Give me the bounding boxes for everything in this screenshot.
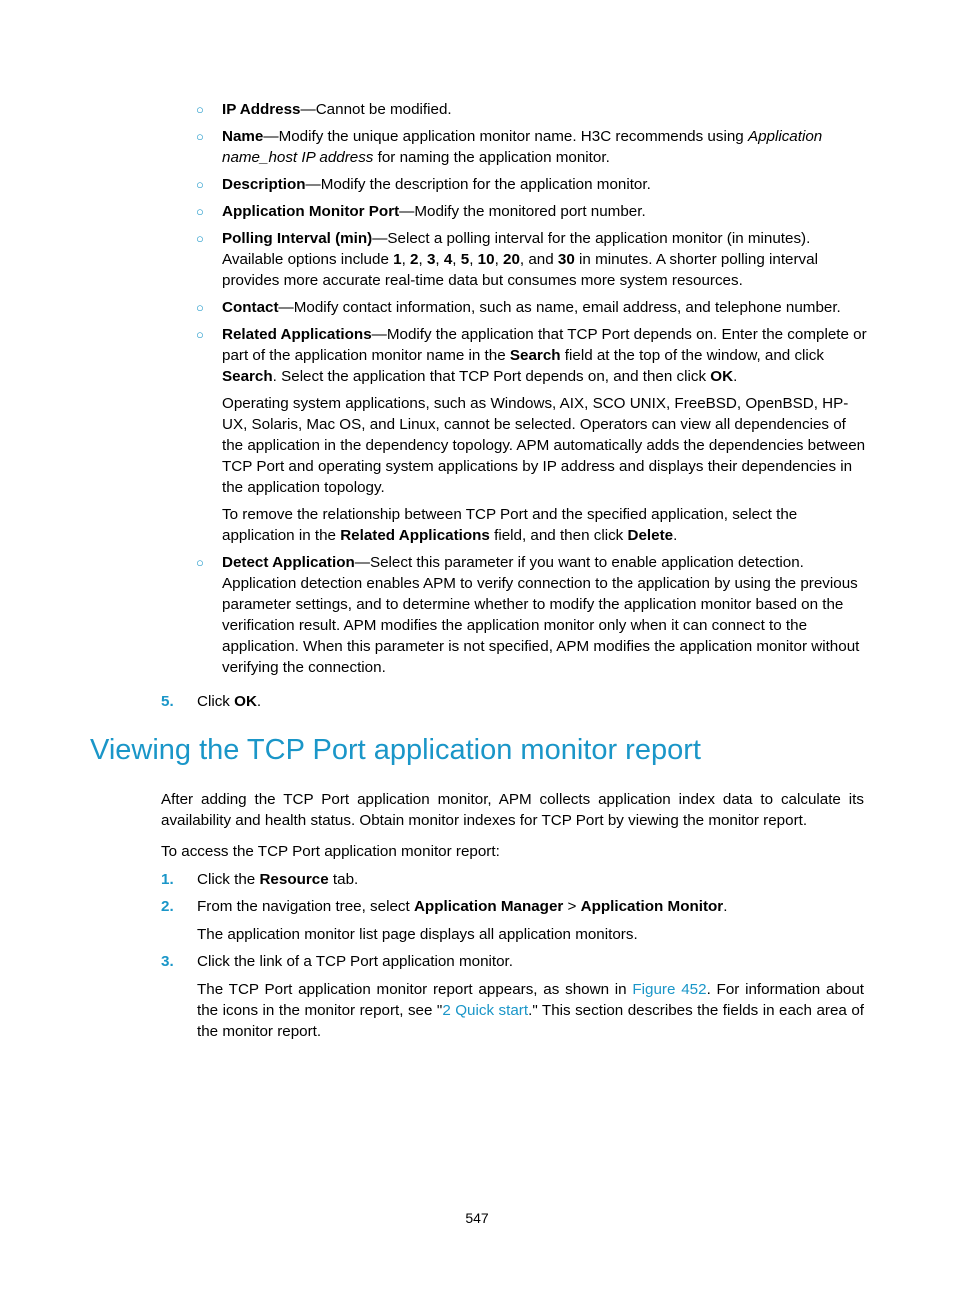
intro-paragraph: After adding the TCP Port application monitor, APM collects application index data to calculate its availability and health status. Obtain monitor indexes for TCP Port by viewing the monitor report. [161, 791, 864, 829]
list-item: ○ IP Address—Cannot be modified. [196, 101, 452, 118]
circle-bullet-icon: ○ [196, 204, 204, 219]
circle-bullet-icon: ○ [196, 300, 204, 315]
circle-bullet-icon: ○ [196, 555, 204, 570]
circle-bullet-icon: ○ [196, 177, 204, 192]
step-3-note: The TCP Port application monitor report appears, as shown in Figure 452. For information about the icons in the monitor report, see "2 Quick start." This section describes the fields in each area of the monitor report. [197, 981, 865, 1040]
list-item: ○ Application Monitor Port—Modify the monitored port number. [196, 203, 646, 220]
list-item: ○ Polling Interval (min)—Select a polling interval for the application monitor (in minutes). Available options include 1, 2, 3, 4, 5, 10, 20, and 30 in minutes. A shorter polling interval provides more accurate real-time data but consumes more system resources. [196, 230, 818, 289]
circle-bullet-icon: ○ [196, 102, 204, 117]
section-heading: Viewing the TCP Port application monitor report [90, 734, 701, 766]
step-2-note: The application monitor list page displays all application monitors. [197, 926, 638, 943]
page-number: 547 [465, 1210, 489, 1226]
figure-link[interactable]: Figure 452 [632, 981, 707, 998]
parameter-list [196, 99, 868, 684]
list-item: ○ Related Applications—Modify the application that TCP Port depends on. Enter the complete or part of the application monitor name in the Search field at the top of the window, and click Search. Select the application that TCP Port depends on, and then click OK. Operating system applications, such as Windows, AIX, SCO UNIX, FreeBSD, OpenBSD, HP-UX, Solaris, Mac OS, and Linux, cannot be selected. Operators can view all dependencies of the application in the dependency topology. APM automatically adds the dependencies between TCP Port and operating system applications by IP address and displays their dependencies in the application topology. To remove the relationship between TCP Port and the specified application, select the application in the Related Applications field, and then click Delete. [196, 326, 867, 544]
list-item: ○ Contact—Modify contact information, such as name, email address, and telephone number. [196, 299, 841, 316]
circle-bullet-icon: ○ [196, 327, 204, 342]
list-item: ○ Detect Application—Select this parameter if you want to enable application detection. Application detection enables APM to verify connection to the application by using the previous parameter settings, and to determine whether to modify the application monitor based on the verification result. APM modifies the application monitor only when it can connect to the application. When this parameter is not specified, APM modifies the application monitor without verifying the connection. [196, 554, 860, 676]
quick-start-link[interactable]: 2 Quick start [442, 1002, 529, 1019]
list-item: ○ Name—Modify the unique application monitor name. H3C recommends using Application name_host IP address for naming the application monitor. [196, 128, 823, 166]
note-paragraph: Operating system applications, such as Windows, AIX, SCO UNIX, FreeBSD, OpenBSD, HP-UX, Solaris, Mac OS, and Linux, cannot be selected. Operators can view all dependencies of the application in the dependency topology. APM automatically adds the dependencies between TCP Port and operating system applications by IP address and displays their dependencies in the application topology. [222, 395, 866, 496]
circle-bullet-icon: ○ [196, 129, 204, 144]
circle-bullet-icon: ○ [196, 231, 204, 246]
note-paragraph: To remove the relationship between TCP Port and the specified application, select the application in the Related Applications field, and then click Delete. [222, 506, 798, 544]
list-item: ○ Description—Modify the description for the application monitor. [196, 176, 651, 193]
access-paragraph: To access the TCP Port application monitor report: [161, 843, 500, 860]
